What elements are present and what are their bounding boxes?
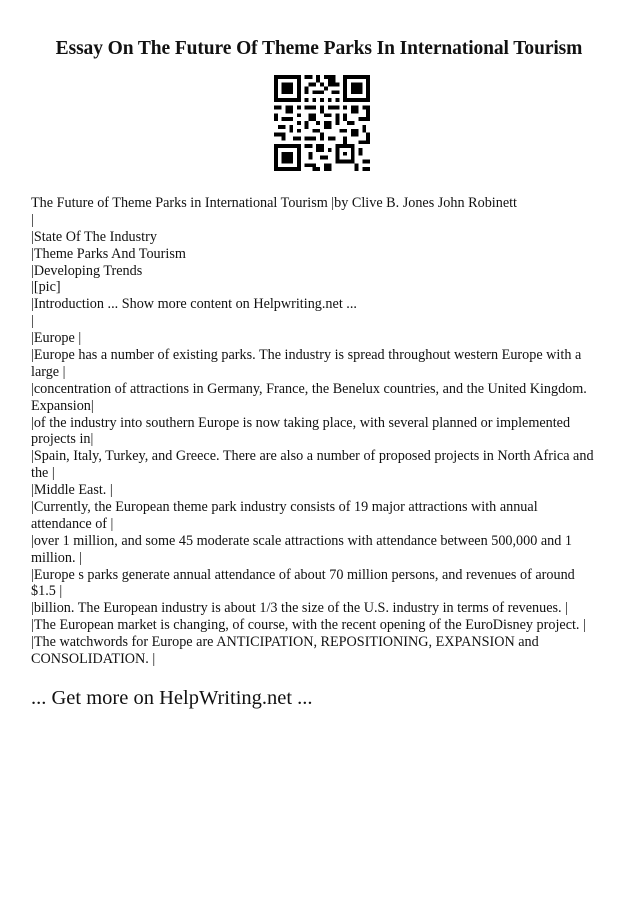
body-line: |Developing Trends (31, 262, 143, 279)
body-line: the | (31, 465, 55, 482)
body-line: |The European market is changing, of course, with the recent opening of the EuroDisney project. | (31, 617, 586, 634)
body-line: |of the industry into southern Europe is now taking place, with several planned or implemented (31, 414, 571, 431)
body-line: CONSOLIDATION. | (31, 651, 156, 668)
body-line: |concentration of attractions in Germany, France, the Benelux countries, and the United Kingdom. (31, 380, 587, 397)
body-line: | (31, 211, 34, 228)
body-line: |Currently, the European theme park industry consists of 19 major attractions with annual (31, 499, 538, 516)
body-line: |Europe has a number of existing parks. The industry is spread throughout western Europe with a (31, 347, 582, 364)
essay-body (31, 195, 616, 668)
body-line: large | (31, 363, 66, 380)
body-line: attendance of | (31, 515, 114, 532)
body-line: |billion. The European industry is about 1/3 the size of the U.S. industry in terms of revenues. | (31, 600, 568, 617)
qr-code-icon (274, 75, 370, 171)
body-line: projects in| (31, 431, 94, 448)
body-line: | (31, 313, 34, 330)
document-title: Essay On The Future Of Theme Parks In International Tourism (55, 38, 583, 59)
body-line: |Introduction ... Show more content on Helpwriting.net ... (31, 296, 357, 313)
get-more-link[interactable]: ... Get more on HelpWriting.net ... (31, 687, 313, 709)
body-line: |Theme Parks And Tourism (31, 245, 186, 262)
body-line: |over 1 million, and some 45 moderate scale attractions with attendance between 500,000 and 1 (31, 532, 573, 549)
body-line: |The watchwords for Europe are ANTICIPATION, REPOSITIONING, EXPANSION and (31, 634, 539, 651)
body-line: |State Of The Industry (31, 228, 157, 245)
body-line: |Europe s parks generate annual attendance of about 70 million persons, and revenues of around (31, 566, 575, 583)
body-line: |Middle East. | (31, 482, 113, 499)
body-line: $1.5 | (31, 583, 63, 600)
body-line: Expansion| (31, 397, 94, 414)
body-line: million. | (31, 549, 82, 566)
body-line: |Spain, Italy, Turkey, and Greece. There are also a number of proposed projects in North Africa and (31, 448, 594, 465)
body-line: |Europe | (31, 330, 82, 347)
body-line: The Future of Theme Parks in International Tourism |by Clive B. Jones John Robinett (31, 195, 518, 211)
body-line: |[pic] (31, 279, 61, 296)
